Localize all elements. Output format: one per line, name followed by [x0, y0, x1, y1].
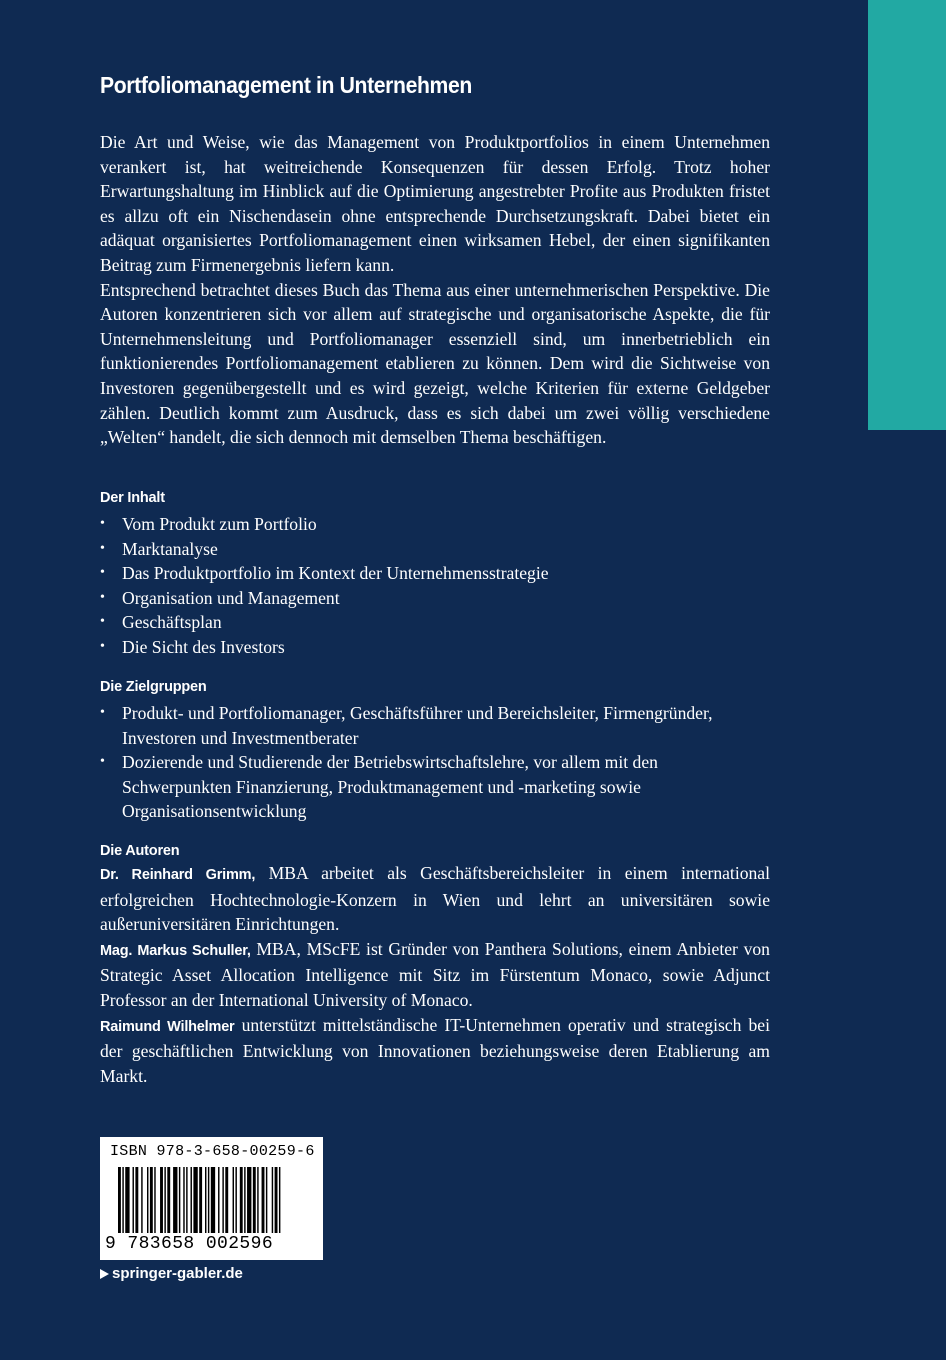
barcode-bar: [135, 1167, 138, 1233]
website-link[interactable]: [100, 1265, 243, 1282]
barcode-bar: [186, 1167, 187, 1233]
barcode-bar: [247, 1167, 251, 1233]
list-item: • Organisation und Management: [100, 586, 770, 611]
barcode-bar: [122, 1167, 123, 1233]
author-bio: unterstützt mittelständische IT-Unternehmen operativ und strategisch bei der geschäftlichen Entwicklung von Innovationen beziehungsweise deren Etablierung am Markt.: [100, 1014, 770, 1086]
barcode-bar: [218, 1167, 219, 1233]
accent-bar: [868, 0, 946, 430]
arrow-right-icon: [100, 1269, 109, 1279]
isbn-barcode: [100, 1137, 323, 1260]
barcode-bar: [193, 1167, 197, 1233]
barcode-bar: [208, 1167, 209, 1233]
barcode-bar: [154, 1167, 155, 1233]
barcode-bar: [179, 1167, 180, 1233]
barcode-bar: [173, 1167, 177, 1233]
barcode-bar: [279, 1167, 280, 1233]
section-autoren: [100, 843, 770, 1088]
barcode-bar: [160, 1167, 163, 1233]
barcode-bar: [211, 1167, 215, 1233]
barcode-bar: [191, 1167, 192, 1233]
barcode-bar: [235, 1167, 236, 1233]
barcode-bar: [244, 1167, 245, 1233]
barcode-bar: [275, 1167, 278, 1233]
barcode-bar: [141, 1167, 142, 1233]
author-name: Mag. Markus Schuller,: [100, 942, 251, 959]
barcode-bar: [257, 1167, 258, 1233]
barcode-bar: [125, 1167, 129, 1233]
barcode-bar: [240, 1167, 243, 1233]
isbn-label: ISBN 978-3-658-00259-6: [110, 1143, 315, 1160]
barcode-bar: [199, 1167, 202, 1233]
barcode-bar: [167, 1167, 170, 1233]
author-name: Dr. Reinhard Grimm,: [100, 867, 256, 883]
list-item: • Die Sicht des Investors: [100, 635, 770, 660]
intro-text: [100, 130, 770, 450]
barcode-bar: [147, 1167, 148, 1233]
author-entry: [100, 861, 770, 937]
page-title: Portfoliomanagement in Unternehmen: [100, 72, 472, 98]
inhalt-list: [100, 512, 770, 660]
section-heading: Die Zielgruppen: [100, 679, 207, 695]
section-heading: Die Autoren: [100, 843, 180, 859]
barcode-bar: [233, 1167, 234, 1233]
barcode-bar: [222, 1167, 223, 1233]
barcode-bar: [150, 1167, 153, 1233]
section-heading: Der Inhalt: [100, 490, 165, 506]
list-item: • Dozierende und Studierende der Betriebswirtschaftslehre, vor allem mit den Schwerpunkten Finanzierung, Produktmanagement und -marketing sowie Organisationsentwicklung: [100, 750, 770, 824]
barcode-bar: [205, 1167, 206, 1233]
barcode-bar: [266, 1167, 267, 1233]
barcode-bar: [262, 1167, 265, 1233]
list-item: • Marktanalyse: [100, 537, 770, 562]
author-entry: [100, 937, 770, 1013]
barcode-bar: [272, 1167, 273, 1233]
barcode-bar: [133, 1167, 134, 1233]
barcode-bar: [225, 1167, 228, 1233]
barcode-bar: [253, 1167, 256, 1233]
ean-digits: 9 783658 002596: [105, 1234, 274, 1254]
list-item: • Vom Produkt zum Portfolio: [100, 512, 770, 537]
barcode-bar: [118, 1167, 121, 1233]
author-name: Raimund Wilhelmer: [100, 1018, 235, 1035]
section-zielgruppen: [100, 679, 770, 824]
intro-paragraph: Entsprechend betrachtet dieses Buch das Thema aus einer unternehmerischen Perspektive. Die Autoren konzentrieren sich vor allem auf strategische und organisatorische Aspekte, die für Unternehmensleitung und Portfoliomanager essenziell sind, um innerbetrieblich ein funktionierendes Portfoliomanagement etablieren zu können. Dem wird die Sichtweise von Investoren gegenübergestellt und es wird gezeigt, welche Kriterien für externe Geldgeber zählen. Deutlich kommt zum Ausdruck, dass es sich dabei um zwei völlig verschiedene „Welten“ handelt, die sich dennoch mit demselben Thema beschäftigen.: [100, 279, 770, 448]
author-bio: MBA arbeitet als Geschäftsbereichsleiter in einem international erfolgreichen Hochtechnologie-Konzern in Wien und lehrt an universitären sowie außeruniversitären Einrichtungen.: [100, 863, 770, 935]
intro-paragraph: Die Art und Weise, wie das Management von Produktportfolios in einem Unternehmen verankert ist, hat weitreichende Konsequenzen für dessen Erfolg. Trotz hoher Erwartungshaltung im Hinblick auf die Optimierung angestrebter Profite aus Produkten fristet es allzu oft ein Nischendasein ohne entsprechende Durchsetzungskraft. Dabei bietet ein adäquat organisiertes Portfoliomanagement einen wirksamen Hebel, der einen signifikanten Beitrag zum Firmenergebnis liefern kann.: [100, 132, 770, 275]
barcode-bar: [164, 1167, 165, 1233]
list-item: • Das Produktportfolio im Kontext der Unternehmensstrategie: [100, 561, 770, 586]
barcode-bar: [183, 1167, 184, 1233]
author-bio: MBA, MScFE ist Gründer von Panthera Solutions, einem Anbieter von Strategic Asset Allocation Intelligence mit Sitz im Fürstentum Monaco, sowie Adjunct Professor an der International University of Monaco.: [100, 938, 770, 1010]
list-item: • Produkt- und Portfoliomanager, Geschäftsführer und Bereichsleiter, Firmengründer, Investoren und Investmentberater: [100, 701, 770, 750]
website-label: springer-gabler.de: [112, 1265, 243, 1282]
zielgruppen-list: [100, 701, 770, 824]
author-entry: [100, 1013, 770, 1089]
section-inhalt: [100, 490, 770, 660]
list-item: • Geschäftsplan: [100, 610, 770, 635]
